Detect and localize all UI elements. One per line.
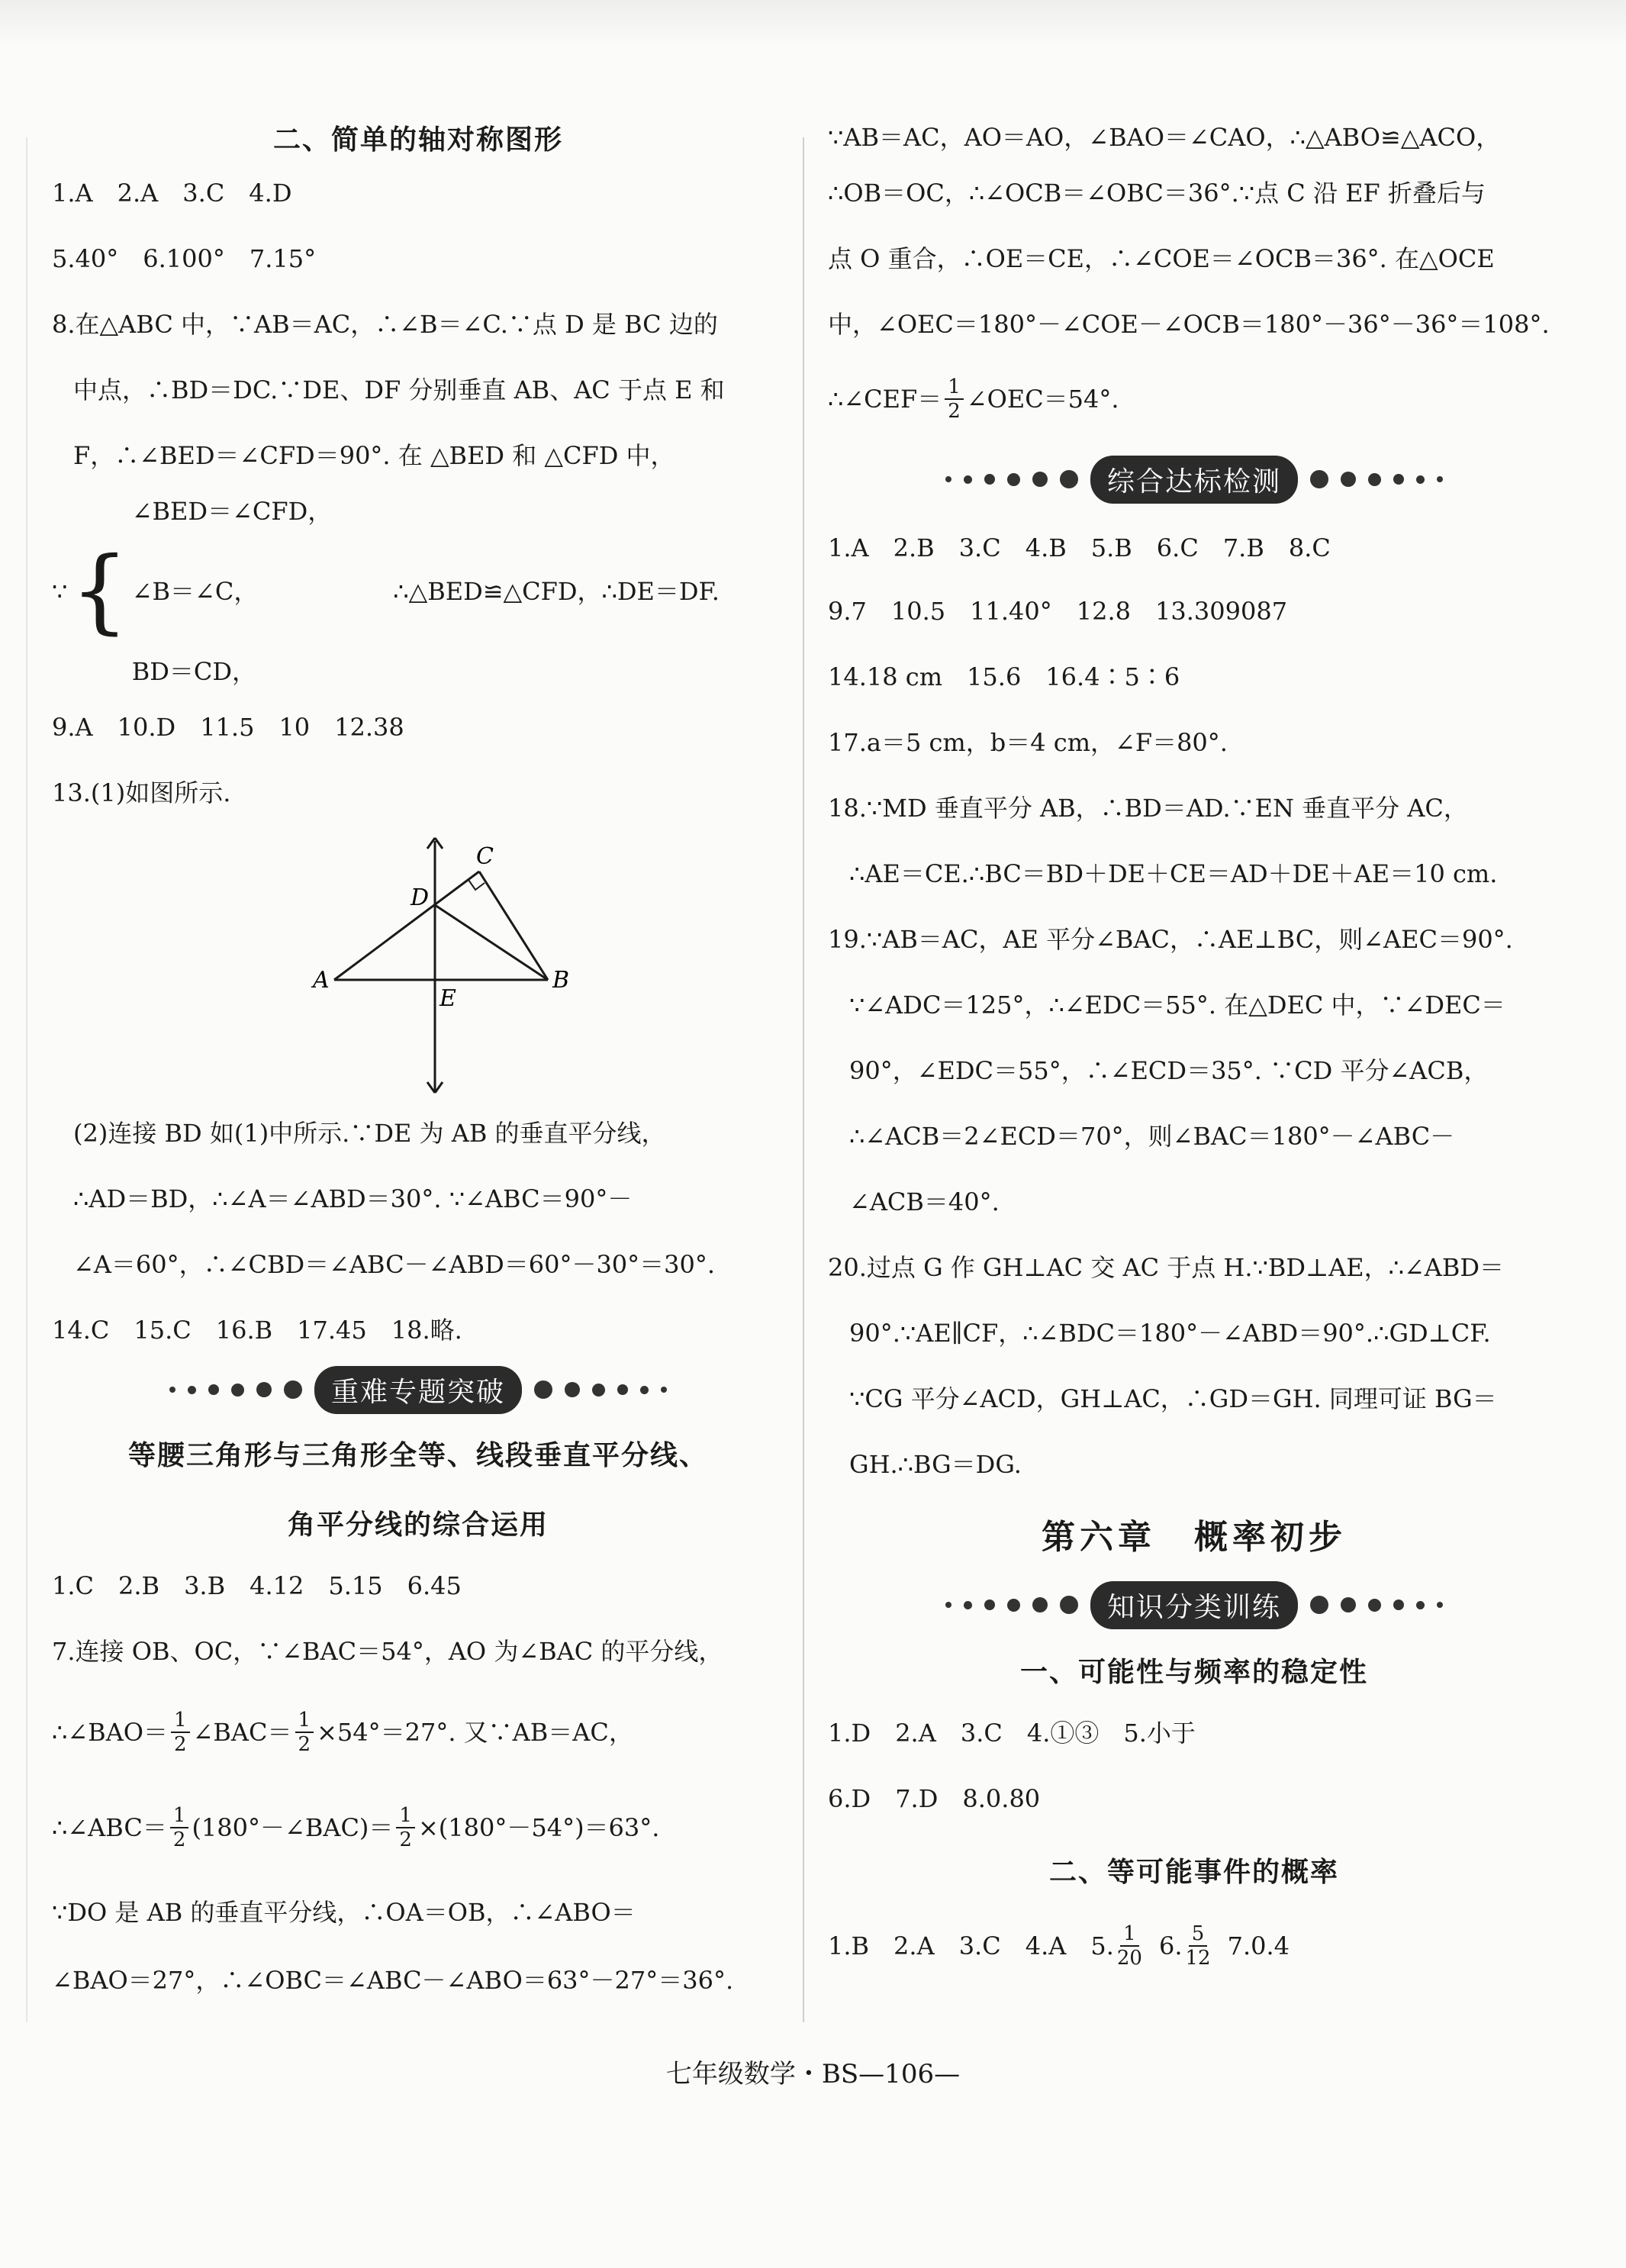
point-label-d: D	[411, 884, 430, 911]
brace-conclusion: ∴△BED≌△CFD，∴DE＝DF.	[393, 577, 720, 606]
answer-line: 14.C 15.C 16.B 17.45 18.略.	[52, 1316, 462, 1345]
fraction-line	[828, 357, 1560, 441]
brace-condition: ∠B＝∠C，	[131, 577, 259, 606]
answer-line: 20.过点 G 作 GH⊥AC 交 AC 于点 H.∵BD⊥AE，∴∠ABD＝	[828, 1253, 1505, 1282]
answer-line: 1.A 2.A 3.C 4.D	[52, 179, 292, 208]
right-column	[828, 114, 1560, 1984]
because-symbol: ∵	[52, 577, 68, 606]
answer-line: 18.∵MD 垂直平分 AB，∴BD＝AD.∵EN 垂直平分 AC，	[828, 794, 1468, 823]
answer-line: ∵AB＝AC，AO＝AO，∠BAO＝∠CAO，∴△ABO≌△ACO，	[828, 123, 1501, 152]
answer-line: GH.∴BG＝DG.	[849, 1450, 1022, 1479]
answer-line: 17.a＝5 cm，b＝4 cm，∠F＝80°.	[828, 728, 1228, 757]
answer-line: ∵∠ADC＝125°，∴∠EDC＝55°. 在△DEC 中，∵∠DEC＝	[849, 991, 1505, 1020]
answer-line: 1.C 2.B 3.B 4.12 5.15 6.45	[52, 1571, 462, 1600]
fraction: $\frac{1}{20}$	[1116, 1922, 1142, 1970]
fraction-line	[52, 1687, 784, 1778]
section-badge: 重难专题突破	[314, 1366, 522, 1414]
formula-part: (180°－∠BAC)＝	[192, 1813, 394, 1842]
point-label-b: B	[552, 967, 570, 994]
answer-line: (2)连接 BD 如(1)中所示.∵DE 为 AB 的垂直平分线，	[73, 1119, 666, 1148]
section-badge: 综合达标检测	[1090, 456, 1298, 504]
answer-line: F，∴∠BED＝∠CFD＝90°. 在 △BED 和 △CFD 中，	[73, 441, 675, 470]
formula-part: 7.0.4	[1227, 1931, 1290, 1960]
page-footer: 七年级数学・BS—106—	[665, 2059, 961, 2089]
section-title-possibility: 一、可能性与频率的稳定性	[1019, 1656, 1368, 1688]
answer-line: ∵DO 是 AB 的垂直平分线，∴OA＝OB，∴∠ABO＝	[52, 1898, 636, 1927]
badge-row-difficult-topics	[52, 1363, 784, 1416]
answer-line: 13.(1)如图所示.	[52, 778, 231, 807]
fraction: $\frac{1}{2}$	[396, 1804, 415, 1851]
answer-line: 8.在△ABC 中，∵AB＝AC，∴∠B＝∠C.∵点 D 是 BC 边的	[52, 310, 718, 339]
chapter-title: 第六章 概率初步	[1042, 1518, 1347, 1557]
answer-line: ∴AD＝BD，∴∠A＝∠ABD＝30°. ∵∠ABC＝90°－	[73, 1184, 633, 1213]
proof-brace-block	[52, 488, 784, 694]
fraction: $\frac{5}{12}$	[1185, 1922, 1211, 1970]
answer-line: ∠BAO＝27°，∴∠OBC＝∠ABC－∠ABO＝63°－27°＝36°.	[52, 1966, 734, 1995]
answer-line: 6.D 7.D 8.0.80	[828, 1784, 1041, 1813]
section-title-axis-symmetry: 二、简单的轴对称图形	[272, 124, 563, 156]
scan-edge	[0, 0, 1626, 46]
answer-line: 7.连接 OB、OC，∵∠BAC＝54°，AO 为∠BAC 的平分线，	[52, 1637, 723, 1666]
answer-line: ∠A＝60°，∴∠CBD＝∠ABC－∠ABD＝60°－30°＝30°.	[73, 1250, 716, 1279]
answer-line: 9.A 10.D 11.5 10 12.38	[52, 713, 404, 742]
brace-condition: ∠BED＝∠CFD，	[131, 497, 333, 526]
section-title-comprehensive-2: 角平分线的综合运用	[287, 1509, 549, 1541]
triangle-figure	[52, 826, 784, 1100]
fraction-line	[52, 1778, 784, 1877]
formula-part: ∴∠CEF＝	[828, 385, 942, 414]
fraction: $\frac{1}{2}$	[170, 1804, 189, 1851]
geometry-figure	[52, 826, 784, 1100]
answer-line: 19.∵AB＝AC，AE 平分∠BAC，∴AE⊥BC，则∠AEC＝90°.	[828, 925, 1513, 954]
badge-row-comprehensive-test	[828, 441, 1560, 517]
left-column	[52, 114, 784, 2013]
answer-line: ∠ACB＝40°.	[849, 1187, 1000, 1216]
point-label-e: E	[440, 985, 456, 1012]
section-title-comprehensive: 等腰三角形与三角形全等、线段垂直平分线、	[127, 1439, 708, 1471]
answer-line: ∴AE＝CE.∴BC＝BD＋DE＋CE＝AD＋DE＋AE＝10 cm.	[849, 859, 1498, 888]
answer-line: 1.A 2.B 3.C 4.B 5.B 6.C 7.B 8.C	[828, 533, 1331, 562]
answer-line: 5.40° 6.100° 7.15°	[52, 244, 317, 273]
fraction: $\frac{1}{2}$	[945, 375, 964, 423]
answer-line: 点 O 重合，∴OE＝CE，∴∠COE＝∠OCB＝36°. 在△OCE	[828, 244, 1495, 273]
answer-line: ∴OB＝OC，∴∠OCB＝∠OBC＝36°.∵点 C 沿 EF 折叠后与	[828, 179, 1486, 208]
fraction-line	[828, 1908, 1560, 1984]
formula-part: ×(180°－54°)＝63°.	[417, 1813, 660, 1842]
section-title-equal-probability: 二、等可能事件的概率	[1048, 1856, 1339, 1888]
answer-line: 中点，∴BD＝DC.∵DE、DF 分别垂直 AB、AC 于点 E 和	[73, 375, 725, 404]
fraction: $\frac{1}{2}$	[295, 1709, 314, 1756]
formula-part: ∴∠BAO＝	[52, 1718, 169, 1747]
answer-line: 1.D 2.A 3.C 4.①③ 5.小于	[828, 1719, 1196, 1748]
section-badge: 知识分类训练	[1090, 1581, 1298, 1629]
answer-line: 9.7 10.5 11.40° 12.8 13.309087	[828, 597, 1288, 626]
answer-line: ∵CG 平分∠ACD，GH⊥AC，∴GD＝GH. 同理可证 BG＝	[849, 1384, 1497, 1413]
fraction: $\frac{1}{2}$	[171, 1709, 190, 1756]
answer-line: 90°.∵AE∥CF，∴∠BDC＝180°－∠ABD＝90°.∴GD⊥CF.	[849, 1319, 1491, 1348]
binding-edge	[26, 137, 27, 2022]
formula-part: 1.B 2.A 3.C 4.A 5.	[828, 1931, 1114, 1960]
formula-part: ×54°＝27°. 又∵AB＝AC，	[317, 1718, 633, 1747]
badge-row-knowledge-training	[828, 1571, 1560, 1639]
brace-icon: {	[70, 538, 129, 644]
point-label-a: A	[313, 967, 330, 994]
column-divider	[803, 137, 804, 2022]
formula-part: ∠BAC＝	[192, 1718, 292, 1747]
formula-part: 6.	[1158, 1931, 1183, 1960]
answer-line: ∴∠ACB＝2∠ECD＝70°，则∠BAC＝180°－∠ABC－	[849, 1122, 1455, 1151]
point-label-c: C	[476, 843, 494, 870]
answer-line: 14.18 cm 15.6 16.4∶5∶6	[828, 662, 1180, 691]
formula-part: ∠OEC＝54°.	[966, 385, 1119, 414]
brace-condition: BD＝CD，	[131, 657, 257, 686]
answer-line: 中，∠OEC＝180°－∠COE－∠OCB＝180°－36°－36°＝108°.	[828, 310, 1550, 339]
formula-part: ∴∠ABC＝	[52, 1813, 167, 1842]
answer-line: 90°，∠EDC＝55°，∴∠ECD＝35°. ∵CD 平分∠ACB，	[849, 1056, 1489, 1085]
